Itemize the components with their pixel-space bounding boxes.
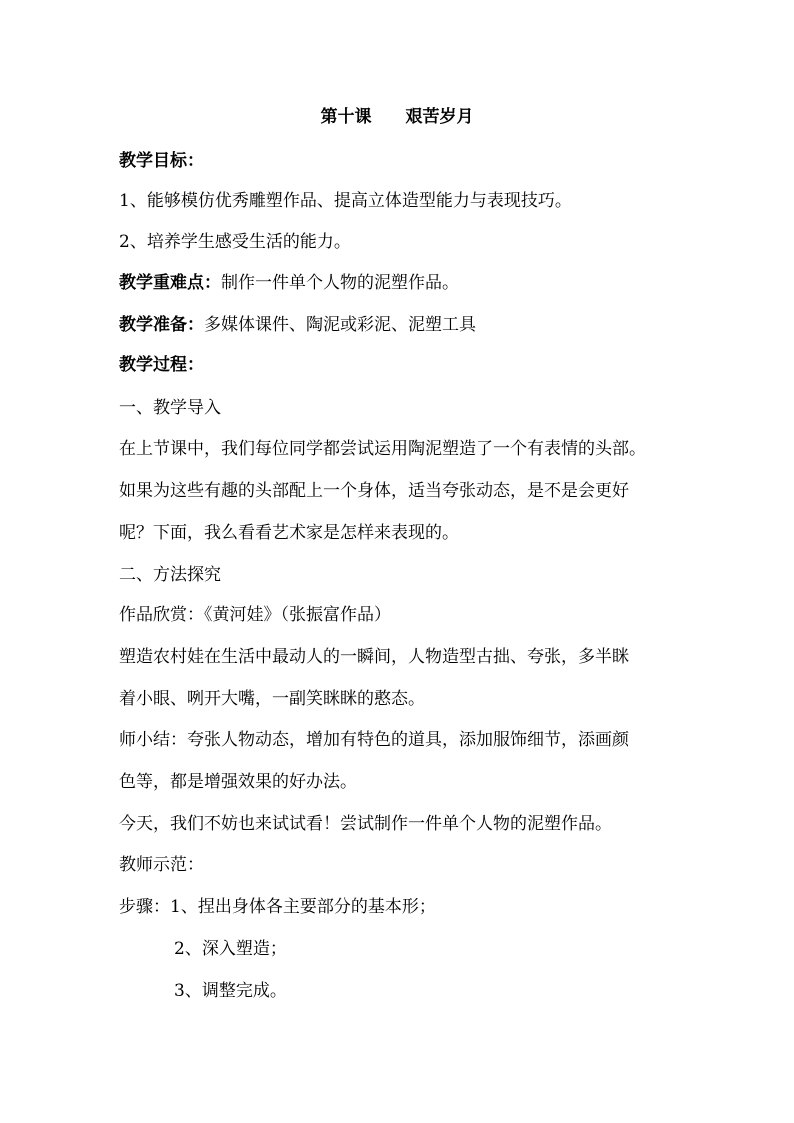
- appreciation-line: 作品欣赏：《黄河娃》（张振富作品）: [119, 605, 391, 625]
- summary-line: 师小结：夸张人物动态，增加有特色的道具，添加服饰细节，添画颜: [119, 730, 629, 750]
- demo-heading: 教师示范：: [119, 855, 204, 875]
- summary-line: 色等，都是增强效果的好办法。: [119, 772, 357, 792]
- objective-item-1: 1、能够模仿优秀雕塑作品、提高立体造型能力与表现技巧。: [119, 191, 572, 211]
- page-title: 第十课 艰苦岁月: [320, 107, 474, 127]
- section-heading-method: 二、方法探究: [119, 565, 221, 585]
- key-points-text: 制作一件单个人物的泥塑作品。: [221, 273, 459, 293]
- preparation-paragraph: [119, 314, 476, 336]
- intro-line: 呢？下面，我么看看艺术家是怎样来表现的。: [119, 523, 459, 543]
- description-line: 塑造农村娃在生活中最动人的一瞬间，人物造型古拙、夸张，多半眯: [119, 647, 629, 667]
- today-line: 今天，我们不妨也来试试看！尝试制作一件单个人物的泥塑作品。: [119, 814, 612, 834]
- objectives-heading: 教学目标：: [119, 151, 204, 171]
- process-heading: 教学过程：: [119, 355, 204, 375]
- intro-line: 如果为这些有趣的头部配上一个身体，适当夸张动态，是不是会更好: [119, 481, 629, 501]
- preparation-text: 多媒体课件、陶泥或彩泥、泥塑工具: [204, 315, 476, 335]
- preparation-label: 教学准备：: [119, 315, 204, 335]
- intro-line: 在上节课中，我们每位同学都尝试运用陶泥塑造了一个有表情的头部。: [119, 439, 646, 459]
- key-points-label: 教学重难点：: [119, 273, 221, 293]
- objective-item-2: 2、培养学生感受生活的能力。: [119, 232, 351, 252]
- step-line: 3、调整完成。: [174, 981, 287, 1001]
- step-line: 步骤：1、捏出身体各主要部分的基本形；: [119, 897, 436, 917]
- section-heading-intro: 一、教学导入: [119, 398, 221, 418]
- key-points-paragraph: [119, 272, 459, 294]
- step-line: 2、深入塑造；: [174, 939, 287, 959]
- description-line: 着小眼、咧开大嘴，一副笑眯眯的憨态。: [119, 689, 425, 709]
